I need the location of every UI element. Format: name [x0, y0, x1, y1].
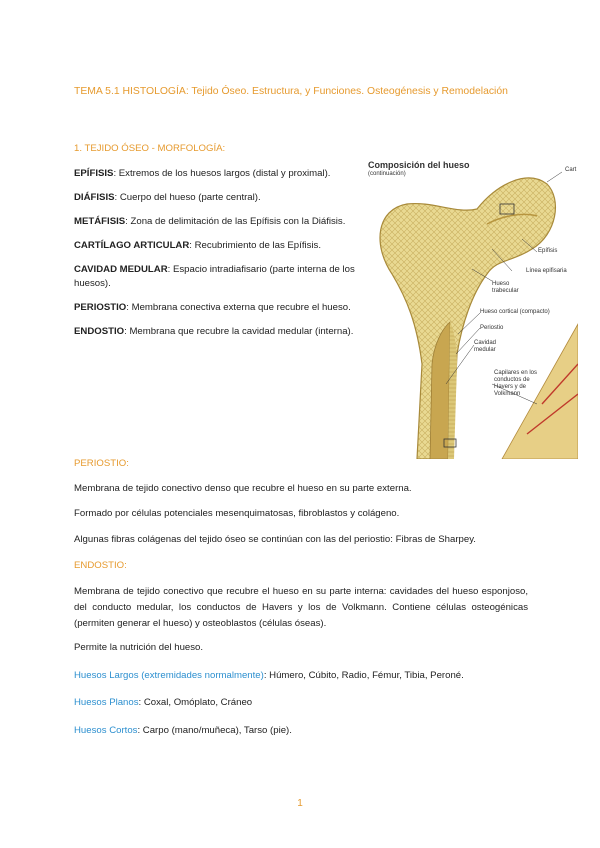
term: METÁFISIS: [74, 216, 126, 227]
figure-subtitle: (continuación): [368, 171, 406, 177]
section-heading: 1. TEJIDO ÓSEO - MORFOLOGÍA:: [74, 143, 226, 154]
definition-cartilago: [74, 239, 364, 253]
definition-epifisis: [74, 167, 364, 181]
definition-text: : Extremos de los huesos largos (distal y proximal).: [113, 168, 331, 179]
definition-text: : Recubrimiento de las Epífisis.: [189, 240, 322, 251]
term: ENDOSTIO: [74, 326, 125, 337]
bone-type-planos: [74, 697, 252, 708]
bone-type-label: Huesos Planos: [74, 697, 139, 708]
bone-type-label: Huesos Largos (extremidades normalmente): [74, 670, 264, 681]
term: CARTÍLAGO ARTICULAR: [74, 240, 190, 251]
term: CAVIDAD MEDULAR: [74, 264, 168, 275]
bone-type-text: : Carpo (mano/muñeca), Tarso (pie).: [137, 725, 292, 736]
periostio-heading: PERIOSTIO:: [74, 458, 129, 469]
label-hueso-trabecular: Hueso trabecular: [492, 281, 519, 294]
definitions-list: [74, 167, 364, 349]
definition-text: : Membrana que recubre la cavidad medular (interna).: [124, 326, 354, 337]
bone-type-text: : Húmero, Cúbito, Radio, Fémur, Tibia, Peroné.: [263, 670, 464, 681]
bone-type-largos: [74, 670, 464, 681]
label-cartilago: Cart: [565, 167, 577, 173]
label-cavidad-medular: Cavidad medular: [474, 340, 497, 353]
definition-text: : Zona de delimitación de las Epífisis con la Diáfisis.: [125, 216, 346, 227]
definition-text: : Cuerpo del hueso (parte central).: [114, 192, 261, 203]
label-epifisis: Epífisis: [538, 248, 558, 254]
endostio-paragraph-2: Permite la nutrición del hueso.: [74, 642, 204, 653]
endostio-heading: ENDOSTIO:: [74, 560, 127, 571]
definition-diafisis: [74, 191, 364, 205]
label-hueso-cortical: Hueso cortical (compacto): [480, 309, 550, 315]
page-number: 1: [297, 798, 303, 809]
bone-type-text: : Coxal, Omóplato, Cráneo: [138, 697, 253, 708]
label-capilares: Capilares en los conductos de Havers y de Volkmann: [494, 370, 538, 397]
figure-title: Composición del hueso: [368, 160, 470, 170]
page-title: TEMA 5.1 HISTOLOGÍA: Tejido Óseo. Estructura, y Funciones. Osteogénesis y Remodelación: [74, 86, 508, 97]
label-linea-epifisaria: Línea epifisaria: [526, 268, 567, 274]
bone-type-label: Huesos Cortos: [74, 725, 138, 736]
definition-metafisis: [74, 215, 364, 229]
definition-text: : Membrana conectiva externa que recubre el hueso.: [126, 302, 351, 313]
endostio-paragraph-1: Membrana de tejido conectivo que recubre el hueso en su parte interna: cavidades del hueso esponjoso, del conducto medular, los conductos de Havers y los de Volkmann. Contiene células osteogénicas (permiten generar el hueso) y osteoblastos (células óseas).: [74, 586, 528, 629]
label-periostio: Periostio: [480, 325, 504, 331]
term: PERIOSTIO: [74, 302, 127, 313]
definition-periostio: [74, 301, 364, 315]
term: EPÍFISIS: [74, 168, 114, 179]
definition-cavidad: [74, 263, 364, 291]
periostio-paragraph-2: Formado por células potenciales mesenquimatosas, fibroblastos y colágeno.: [74, 508, 400, 519]
term: DIÁFISIS: [74, 192, 115, 203]
definition-endostio: [74, 325, 364, 339]
bone-composition-figure: [362, 154, 578, 459]
periostio-paragraph-1: Membrana de tejido conectivo denso que recubre el hueso en su parte externa.: [74, 483, 412, 494]
periostio-paragraph-3: Algunas fibras colágenas del tejido óseo se continúan con las del periostio: Fibras de Sharpey.: [74, 534, 476, 545]
definition-text: : Espacio intradiafisario (parte interna de los huesos).: [74, 264, 355, 289]
bone-type-cortos: [74, 725, 292, 736]
